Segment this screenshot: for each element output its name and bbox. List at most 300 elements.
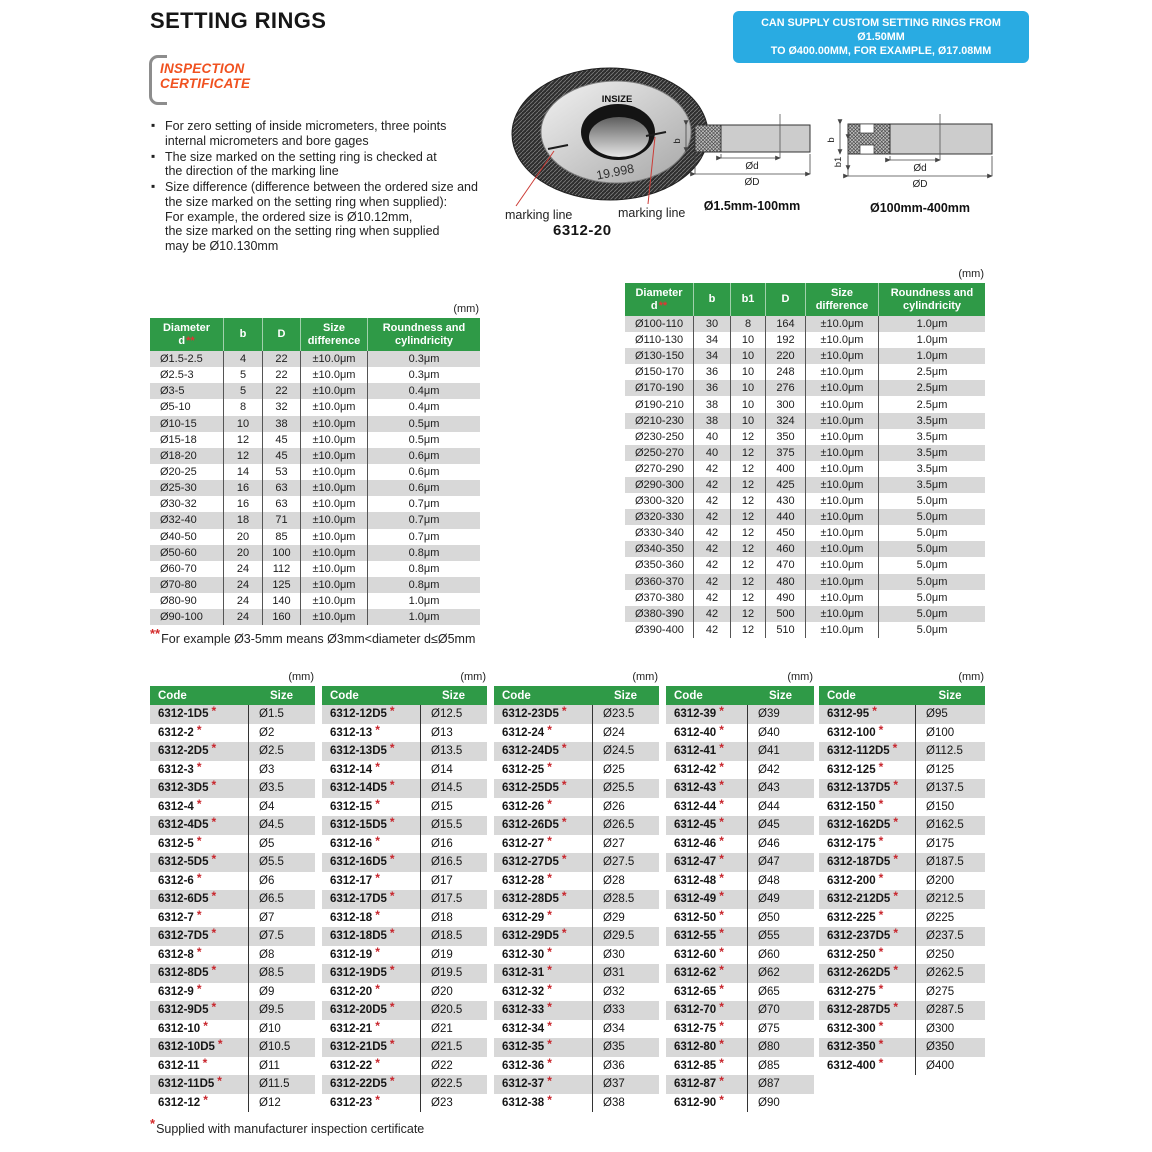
certificate-star-marker: * <box>719 889 724 904</box>
table-cell: 5.0μm <box>878 557 985 573</box>
size-cell: Ø200 <box>915 872 985 891</box>
table-row <box>819 872 985 891</box>
table-row <box>322 1038 487 1057</box>
size-cell: Ø1.5 <box>248 705 315 724</box>
table-cell: Ø110-130 <box>635 334 684 347</box>
certificate-star-marker: * <box>878 944 884 959</box>
certificate-star-marker: * <box>878 1018 884 1033</box>
table-cell: Ø90-100 <box>160 611 203 624</box>
size-cell: Ø24 <box>592 724 659 743</box>
certificate-star-marker: * <box>547 944 552 959</box>
table-row <box>150 872 315 891</box>
size-cell: Ø212.5 <box>915 890 985 909</box>
feature-line: may be Ø10.130mm <box>165 239 279 253</box>
table-cell: 24 <box>223 593 262 609</box>
table-header-row <box>625 283 985 316</box>
code-cell: 6312-29D5 * <box>502 926 567 943</box>
table-row <box>819 835 985 854</box>
size-cell: Ø27.5 <box>592 853 659 872</box>
table-cell: 300 <box>765 396 805 412</box>
table-row <box>322 761 487 780</box>
code-cell: 6312-175 * <box>827 833 884 850</box>
table-cell: 1.0μm <box>367 593 480 609</box>
code-cell: 6312-200 * <box>827 870 884 887</box>
certificate-star-marker: * <box>547 870 552 885</box>
table-row <box>150 448 480 464</box>
table-row <box>494 964 659 983</box>
ring-section-hatch <box>695 125 721 152</box>
code-cell: 6312-14 * <box>330 759 380 776</box>
table-cell: Ø5-10 <box>160 401 191 414</box>
table-cell: ±10.0μm <box>805 316 878 332</box>
table-cell: 0.4μm <box>367 383 480 399</box>
table-cell: 5.0μm <box>878 622 985 638</box>
inspection-certificate-badge <box>149 53 289 105</box>
table-cell: 0.8μm <box>367 561 480 577</box>
code-cell: 6312-100 * <box>827 722 884 739</box>
size-cell: Ø262.5 <box>915 964 985 983</box>
table-row <box>150 724 315 743</box>
code-cell: 6312-38 * <box>502 1092 552 1109</box>
code-cell: 6312-162D5 * <box>827 815 898 832</box>
code-cell: 6312-36 * <box>502 1055 552 1072</box>
marked-size-text: 19.998 <box>595 161 636 183</box>
table-cell: ±10.0μm <box>805 445 878 461</box>
table-row <box>150 529 480 545</box>
certificate-star-marker: * <box>196 907 202 922</box>
certificate-star-marker: * <box>203 1018 208 1033</box>
code-cell: 6312-5D5 * <box>158 852 217 869</box>
column-header: Size difference <box>805 283 878 316</box>
table-cell: 440 <box>765 509 805 525</box>
code-cell: 6312-34 * <box>502 1018 552 1035</box>
table-cell: ±10.0μm <box>805 348 878 364</box>
table-cell: 5 <box>223 383 262 399</box>
size-cell: Ø87 <box>747 1075 814 1094</box>
code-cell: 6312-212D5 * <box>827 889 898 906</box>
table-row <box>322 742 487 761</box>
column-header: Diameter d** <box>635 287 683 312</box>
table-cell: 0.5μm <box>367 432 480 448</box>
code-cell: 6312-137D5 * <box>827 778 898 795</box>
certificate-star-marker: * <box>547 1037 552 1052</box>
certificate-star-marker: * <box>719 778 724 793</box>
code-cell: 6312-287D5 * <box>827 1000 898 1017</box>
table-cell: ±10.0μm <box>805 574 878 590</box>
table-cell: 42 <box>693 606 730 622</box>
table-row <box>150 890 315 909</box>
table-row <box>494 1020 659 1039</box>
code-cell: 6312-32 * <box>502 981 552 998</box>
code-cell: 6312-24D5 * <box>502 741 567 758</box>
code-cell: 6312-15 * <box>330 796 380 813</box>
size-cell: Ø20.5 <box>420 1001 487 1020</box>
size-cell: Ø100 <box>915 724 985 743</box>
table-row <box>819 909 985 928</box>
code-cell: 6312-300 * <box>827 1018 884 1035</box>
size-cell: Ø287.5 <box>915 1001 985 1020</box>
size-cell: Ø10.5 <box>248 1038 315 1057</box>
certificate-star-marker: * <box>719 926 724 941</box>
code-cell: 6312-40 * <box>674 722 724 739</box>
table-cell: Ø390-400 <box>635 623 684 636</box>
table-cell: ±10.0μm <box>805 493 878 509</box>
table-cell: 0.7μm <box>367 512 480 528</box>
table-cell: 164 <box>765 316 805 332</box>
table-cell: Ø40-50 <box>160 530 197 543</box>
size-cell: Ø15.5 <box>420 816 487 835</box>
code-cell: 6312-11D5 * <box>158 1074 222 1091</box>
size-cell: Ø8 <box>248 946 315 965</box>
spec-table-small-range <box>150 303 480 625</box>
size-cell: Ø18.5 <box>420 927 487 946</box>
table-cell: 24 <box>223 561 262 577</box>
dim-b-label: b <box>826 137 837 143</box>
size-cell: Ø35 <box>592 1038 659 1057</box>
certificate-star-marker: * <box>389 852 395 867</box>
code-cell: 6312-8D5 * <box>158 963 217 980</box>
column-header: Size <box>613 689 637 702</box>
table-row <box>819 1057 985 1076</box>
table-row <box>150 909 315 928</box>
size-cell: Ø45 <box>747 816 814 835</box>
code-cell: 6312-23D5 * <box>502 704 567 721</box>
code-cell: 6312-13 * <box>330 722 380 739</box>
size-cell: Ø400 <box>915 1057 985 1076</box>
table-row <box>666 983 814 1002</box>
table-row <box>625 429 985 445</box>
table-row <box>150 927 315 946</box>
table-cell: 5 <box>223 367 262 383</box>
code-cell: 6312-7 * <box>158 907 202 924</box>
column-header: Roundness and cylindricity <box>878 283 985 316</box>
size-cell: Ø49 <box>747 890 814 909</box>
certificate-star-marker: * <box>375 796 380 811</box>
table-cell: 10 <box>730 364 765 380</box>
code-cell: 6312-49 * <box>674 889 724 906</box>
certificate-star-marker: * <box>389 815 395 830</box>
code-cell: 6312-23 * <box>330 1092 380 1109</box>
size-cell: Ø9.5 <box>248 1001 315 1020</box>
code-cell: 6312-18 * <box>330 907 380 924</box>
code-cell: 6312-55 * <box>674 926 724 943</box>
certificate-star-marker: * <box>211 926 217 941</box>
size-cell: Ø275 <box>915 983 985 1002</box>
size-cell: Ø28 <box>592 872 659 891</box>
table-cell: Ø340-350 <box>635 543 684 556</box>
size-cell: Ø175 <box>915 835 985 854</box>
table-cell: 12 <box>730 429 765 445</box>
table-row <box>494 779 659 798</box>
table-cell: ±10.0μm <box>805 477 878 493</box>
certificate-star-marker: * <box>719 870 724 885</box>
table-row <box>666 705 814 724</box>
table-cell: ±10.0μm <box>300 383 367 399</box>
size-cell: Ø21 <box>420 1020 487 1039</box>
table-cell: 2.5μm <box>878 380 985 396</box>
table-cell: 140 <box>262 593 300 609</box>
unit-label: (mm) <box>288 671 314 683</box>
table-row <box>322 853 487 872</box>
table-cell: 12 <box>730 606 765 622</box>
code-cell: 6312-48 * <box>674 870 724 887</box>
table-row <box>819 853 985 872</box>
code-cell: 6312-27 * <box>502 833 552 850</box>
table-cell: Ø250-270 <box>635 446 684 459</box>
certificate-star-marker: * <box>719 944 724 959</box>
table-cell: 20 <box>223 529 262 545</box>
certificate-star-marker: * <box>719 833 724 848</box>
code-cell: 6312-350 * <box>827 1037 884 1054</box>
table-cell: 24 <box>223 577 262 593</box>
footnote-text: For example Ø3-5mm means Ø3mm<diameter d≤Ø5mm <box>161 632 476 647</box>
table-cell: 375 <box>765 445 805 461</box>
table-cell: 1.0μm <box>878 316 985 332</box>
size-cell: Ø125 <box>915 761 985 780</box>
code-cell: 6312-6 * <box>158 870 202 887</box>
table-cell: Ø18-20 <box>160 449 197 462</box>
diagram-caption: Ø100mm-400mm <box>869 201 971 215</box>
table-cell: ±10.0μm <box>805 413 878 429</box>
certificate-star-marker: * <box>893 1000 898 1015</box>
table-row <box>494 946 659 965</box>
size-cell: Ø47 <box>747 853 814 872</box>
feature-line: ▪ For zero setting of inside micrometers, three points <box>165 119 447 133</box>
certificate-star-marker: * <box>375 1055 380 1070</box>
code-cell: 6312-237D5 * <box>827 926 898 943</box>
dim-d-label: Ød <box>913 163 927 174</box>
table-row <box>666 779 814 798</box>
custom-supply-banner <box>733 11 1029 63</box>
size-cell: Ø20 <box>420 983 487 1002</box>
table-cell: Ø370-380 <box>635 591 684 604</box>
certificate-star-marker: * <box>719 1018 724 1033</box>
code-cell: 6312-45 * <box>674 815 724 832</box>
table-row <box>494 1001 659 1020</box>
spec-table-large-range <box>625 268 985 638</box>
size-cell: Ø225 <box>915 909 985 928</box>
certificate-star-marker: * <box>561 741 567 756</box>
table-row <box>625 332 985 348</box>
size-cell: Ø3.5 <box>248 779 315 798</box>
table-cell: Ø80-90 <box>160 595 197 608</box>
table-cell: Ø3-5 <box>160 385 185 398</box>
table-cell: 42 <box>693 590 730 606</box>
size-cell: Ø2 <box>248 724 315 743</box>
size-cell: Ø6 <box>248 872 315 891</box>
size-cell: Ø75 <box>747 1020 814 1039</box>
certificate-star-marker: * <box>211 852 217 867</box>
table-row <box>819 983 985 1002</box>
size-cell: Ø95 <box>915 705 985 724</box>
table-cell: 5.0μm <box>878 509 985 525</box>
table-header-row <box>150 686 315 705</box>
table-row <box>494 927 659 946</box>
table-row <box>625 525 985 541</box>
size-cell: Ø6.5 <box>248 890 315 909</box>
table-row <box>819 705 985 724</box>
code-cell: 6312-42 * <box>674 759 724 776</box>
code-cell: 6312-12D5 * <box>330 704 395 721</box>
section-diagram-small-svg <box>640 112 816 222</box>
table-cell: 450 <box>765 525 805 541</box>
footnote-diameter-range <box>150 626 475 646</box>
code-cell: 6312-24 * <box>502 722 552 739</box>
table-row <box>819 798 985 817</box>
table-row <box>666 742 814 761</box>
certificate-star-marker: * <box>211 1000 217 1015</box>
table-cell: 12 <box>730 622 765 638</box>
certificate-star-marker: * <box>878 870 884 885</box>
code-cell: 6312-150 * <box>827 796 884 813</box>
code-cell: 6312-4 * <box>158 796 202 813</box>
code-cell: 6312-9D5 * <box>158 1000 217 1017</box>
size-cell: Ø32 <box>592 983 659 1002</box>
table-cell: Ø32-40 <box>160 514 197 527</box>
code-cell: 6312-43 * <box>674 778 724 795</box>
code-cell: 6312-65 * <box>674 981 724 998</box>
code-table-2 <box>322 671 487 1112</box>
table-row <box>322 1075 487 1094</box>
groove-notch-bottom <box>860 145 874 154</box>
size-cell: Ø19.5 <box>420 964 487 983</box>
table-cell: 34 <box>693 348 730 364</box>
size-cell: Ø31 <box>592 964 659 983</box>
table-row <box>819 890 985 909</box>
table-row <box>150 853 315 872</box>
code-cell: 6312-25D5 * <box>502 778 567 795</box>
table-cell: ±10.0μm <box>300 561 367 577</box>
size-cell: Ø7 <box>248 909 315 928</box>
double-star-marker: ** <box>150 626 161 641</box>
table-cell: 10 <box>730 332 765 348</box>
feature-line: internal micrometers and bore gages <box>165 133 369 148</box>
size-cell: Ø14.5 <box>420 779 487 798</box>
table-header-row <box>322 686 487 705</box>
table-cell: 100 <box>262 545 300 561</box>
size-cell: Ø37 <box>592 1075 659 1094</box>
table-cell: 36 <box>693 364 730 380</box>
code-cell: 6312-47 * <box>674 852 724 869</box>
table-row <box>322 872 487 891</box>
size-cell: Ø17.5 <box>420 890 487 909</box>
table-row <box>494 798 659 817</box>
code-cell: 6312-26 * <box>502 796 552 813</box>
table-row <box>494 872 659 891</box>
table-row <box>150 1057 315 1076</box>
table-cell: 8 <box>223 399 262 415</box>
table-cell: Ø20-25 <box>160 466 197 479</box>
code-cell: 6312-87 * <box>674 1074 724 1091</box>
code-cell: 6312-6D5 * <box>158 889 217 906</box>
table-row <box>150 609 480 625</box>
table-cell: 10 <box>730 413 765 429</box>
footnote-certificate <box>150 1116 424 1136</box>
size-cell: Ø18 <box>420 909 487 928</box>
table-cell: 2.5μm <box>878 364 985 380</box>
code-cell: 6312-39 * <box>674 704 724 721</box>
table-row <box>666 946 814 965</box>
table-cell: 42 <box>693 574 730 590</box>
table-row <box>322 946 487 965</box>
table-cell: 38 <box>693 396 730 412</box>
table-cell: 8 <box>730 316 765 332</box>
certificate-star-marker: * <box>719 1092 724 1107</box>
code-cell: 6312-28 * <box>502 870 552 887</box>
table-cell: ±10.0μm <box>805 525 878 541</box>
table-cell: 45 <box>262 448 300 464</box>
code-cell: 6312-85 * <box>674 1055 724 1072</box>
table-cell: 42 <box>693 493 730 509</box>
table-cell: 1.0μm <box>878 332 985 348</box>
table-cell: 3.5μm <box>878 445 985 461</box>
table-row <box>150 705 315 724</box>
product-code: 6312-20 <box>553 222 612 239</box>
code-cell: 6312-20D5 * <box>330 1000 395 1017</box>
brand-logo: INSIZE <box>601 94 633 105</box>
column-header: Diameter d** <box>162 322 211 347</box>
size-cell: Ø162.5 <box>915 816 985 835</box>
code-cell: 6312-10 * <box>158 1018 208 1035</box>
table-row <box>494 853 659 872</box>
table-cell: 12 <box>730 461 765 477</box>
code-cell: 6312-8 * <box>158 944 202 961</box>
table-cell: ±10.0μm <box>300 480 367 496</box>
size-cell: Ø14 <box>420 761 487 780</box>
feature-line: the direction of the marking line <box>165 164 339 179</box>
table-cell: 10 <box>223 416 262 432</box>
table-row <box>322 927 487 946</box>
table-cell: 63 <box>262 496 300 512</box>
code-cell: 6312-80 * <box>674 1037 724 1054</box>
certificate-star-marker: * <box>719 1074 724 1089</box>
size-cell: Ø150 <box>915 798 985 817</box>
table-row <box>819 1038 985 1057</box>
certificate-star-marker: * <box>719 796 724 811</box>
code-cell: 6312-25 * <box>502 759 552 776</box>
table-cell: 510 <box>765 622 805 638</box>
table-cell: 5.0μm <box>878 493 985 509</box>
table-row <box>150 480 480 496</box>
certificate-star-marker: * <box>719 815 724 830</box>
table-cell: 0.8μm <box>367 545 480 561</box>
table-cell: 3.5μm <box>878 477 985 493</box>
size-cell: Ø19 <box>420 946 487 965</box>
size-cell: Ø17 <box>420 872 487 891</box>
table-cell: 0.8μm <box>367 577 480 593</box>
certificate-star-marker: * <box>893 778 898 793</box>
table-row <box>819 946 985 965</box>
size-cell: Ø27 <box>592 835 659 854</box>
code-cell: 6312-12 * <box>158 1092 208 1109</box>
table-cell: ±10.0μm <box>300 351 367 367</box>
table-cell: 12 <box>223 448 262 464</box>
code-cell: 6312-125 * <box>827 759 884 776</box>
certificate-star-marker: * <box>878 981 884 996</box>
size-cell: Ø112.5 <box>915 742 985 761</box>
code-cell: 6312-16 * <box>330 833 380 850</box>
size-cell: Ø55 <box>747 927 814 946</box>
certificate-star-marker: * <box>547 1018 552 1033</box>
table-cell: 18 <box>223 512 262 528</box>
column-header: Size difference <box>300 318 367 351</box>
size-cell: Ø11.5 <box>248 1075 315 1094</box>
code-cell: 6312-30 * <box>502 944 552 961</box>
size-cell: Ø23 <box>420 1094 487 1113</box>
size-cell: Ø350 <box>915 1038 985 1057</box>
size-cell: Ø34 <box>592 1020 659 1039</box>
certificate-star-marker: * <box>547 1074 552 1089</box>
